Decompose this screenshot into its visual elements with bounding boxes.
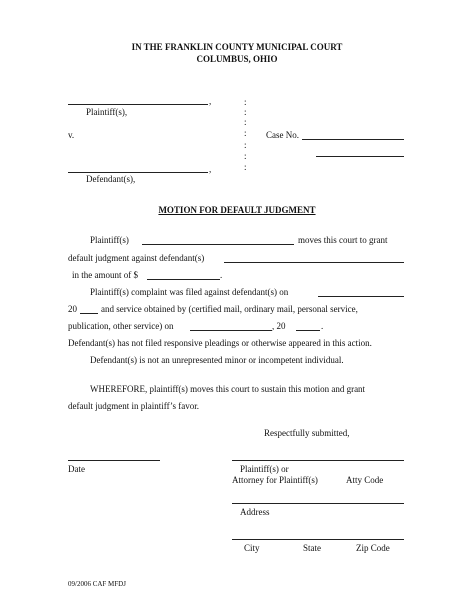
p3-minor-text: Defendant(s) is not an unrepresented minor or incompetent individual. <box>90 355 344 365</box>
city-state-zip-line[interactable] <box>232 539 404 540</box>
plaintiff-or-label: Plaintiff(s) or <box>240 464 289 474</box>
p2-filed-date-line[interactable] <box>318 296 404 297</box>
p1-moves-text: moves this court to grant <box>298 235 388 245</box>
plaintiff-comma: , <box>209 96 212 106</box>
defendant-name-line[interactable] <box>68 172 208 173</box>
caption-colon: : <box>244 128 247 138</box>
plaintiff-label: Plaintiff(s), <box>86 107 128 117</box>
form-code: 09/2006 CAF MFDJ <box>68 580 126 588</box>
attorney-label: Attorney for Plaintiff(s) <box>232 475 318 485</box>
caption-colon: : <box>244 107 247 117</box>
case-number-label: Case No. <box>266 130 299 140</box>
address-label: Address <box>240 507 270 517</box>
caption-colon: : <box>244 162 247 172</box>
p1-defendant-line[interactable] <box>224 262 404 263</box>
caption-colon: : <box>244 140 247 150</box>
state-label: State <box>303 543 321 553</box>
case-number-line[interactable] <box>302 139 404 140</box>
date-line[interactable] <box>68 460 160 461</box>
zip-label: Zip Code <box>356 543 390 553</box>
p1-amount-line[interactable] <box>147 279 220 280</box>
case-judge-line[interactable] <box>316 156 404 157</box>
respectfully-submitted: Respectfully submitted, <box>264 428 350 438</box>
caption-colon: : <box>244 151 247 161</box>
p2-period: . <box>321 321 324 331</box>
atty-code-label: Atty Code <box>346 475 384 485</box>
motion-title: MOTION FOR DEFAULT JUDGMENT <box>158 205 316 215</box>
court-name-heading: IN THE FRANKLIN COUNTY MUNICIPAL COURT <box>131 42 343 52</box>
signature-line[interactable] <box>232 460 404 461</box>
caption-colon: : <box>244 117 247 127</box>
p2-year-line[interactable] <box>80 313 98 314</box>
court-city-heading: COLUMBUS, OHIO <box>196 54 278 64</box>
p1-plaintiff-line[interactable] <box>142 244 294 245</box>
p1-period: . <box>220 270 223 280</box>
defendant-label: Defendant(s), <box>86 174 136 184</box>
p2-complaint-text: Plaintiff(s) complaint was filed against defendant(s) on <box>90 287 289 297</box>
p2-year-text: 20 <box>68 304 77 314</box>
p2-year2-text: , 20 <box>272 321 286 331</box>
p2-responsive-text: Defendant(s) has not filed responsive pleadings or otherwise appeared in this action. <box>68 338 372 348</box>
caption-colon: : <box>244 97 247 107</box>
p2-year2-line[interactable] <box>296 330 320 331</box>
address-line[interactable] <box>232 503 404 504</box>
p2-publication-text: publication, other service) on <box>68 321 174 331</box>
city-label: City <box>244 543 260 553</box>
date-label: Date <box>68 464 85 474</box>
p4-favor-text: default judgment in plaintiff’s favor. <box>68 401 200 411</box>
defendant-comma: , <box>209 164 212 174</box>
p1-amount-text: in the amount of $ <box>72 270 138 280</box>
p1-default-text: default judgment against defendant(s) <box>68 253 205 263</box>
p2-service-date-line[interactable] <box>190 330 272 331</box>
versus-label: v. <box>68 130 75 140</box>
p2-service-text: and service obtained by (certified mail, ordinary mail, personal service, <box>101 304 358 314</box>
plaintiff-name-line[interactable] <box>68 104 208 105</box>
p1-plaintiff-text: Plaintiff(s) <box>90 235 129 245</box>
p4-wherefore-text: WHEREFORE, plaintiff(s) moves this court to sustain this motion and grant <box>90 384 366 394</box>
